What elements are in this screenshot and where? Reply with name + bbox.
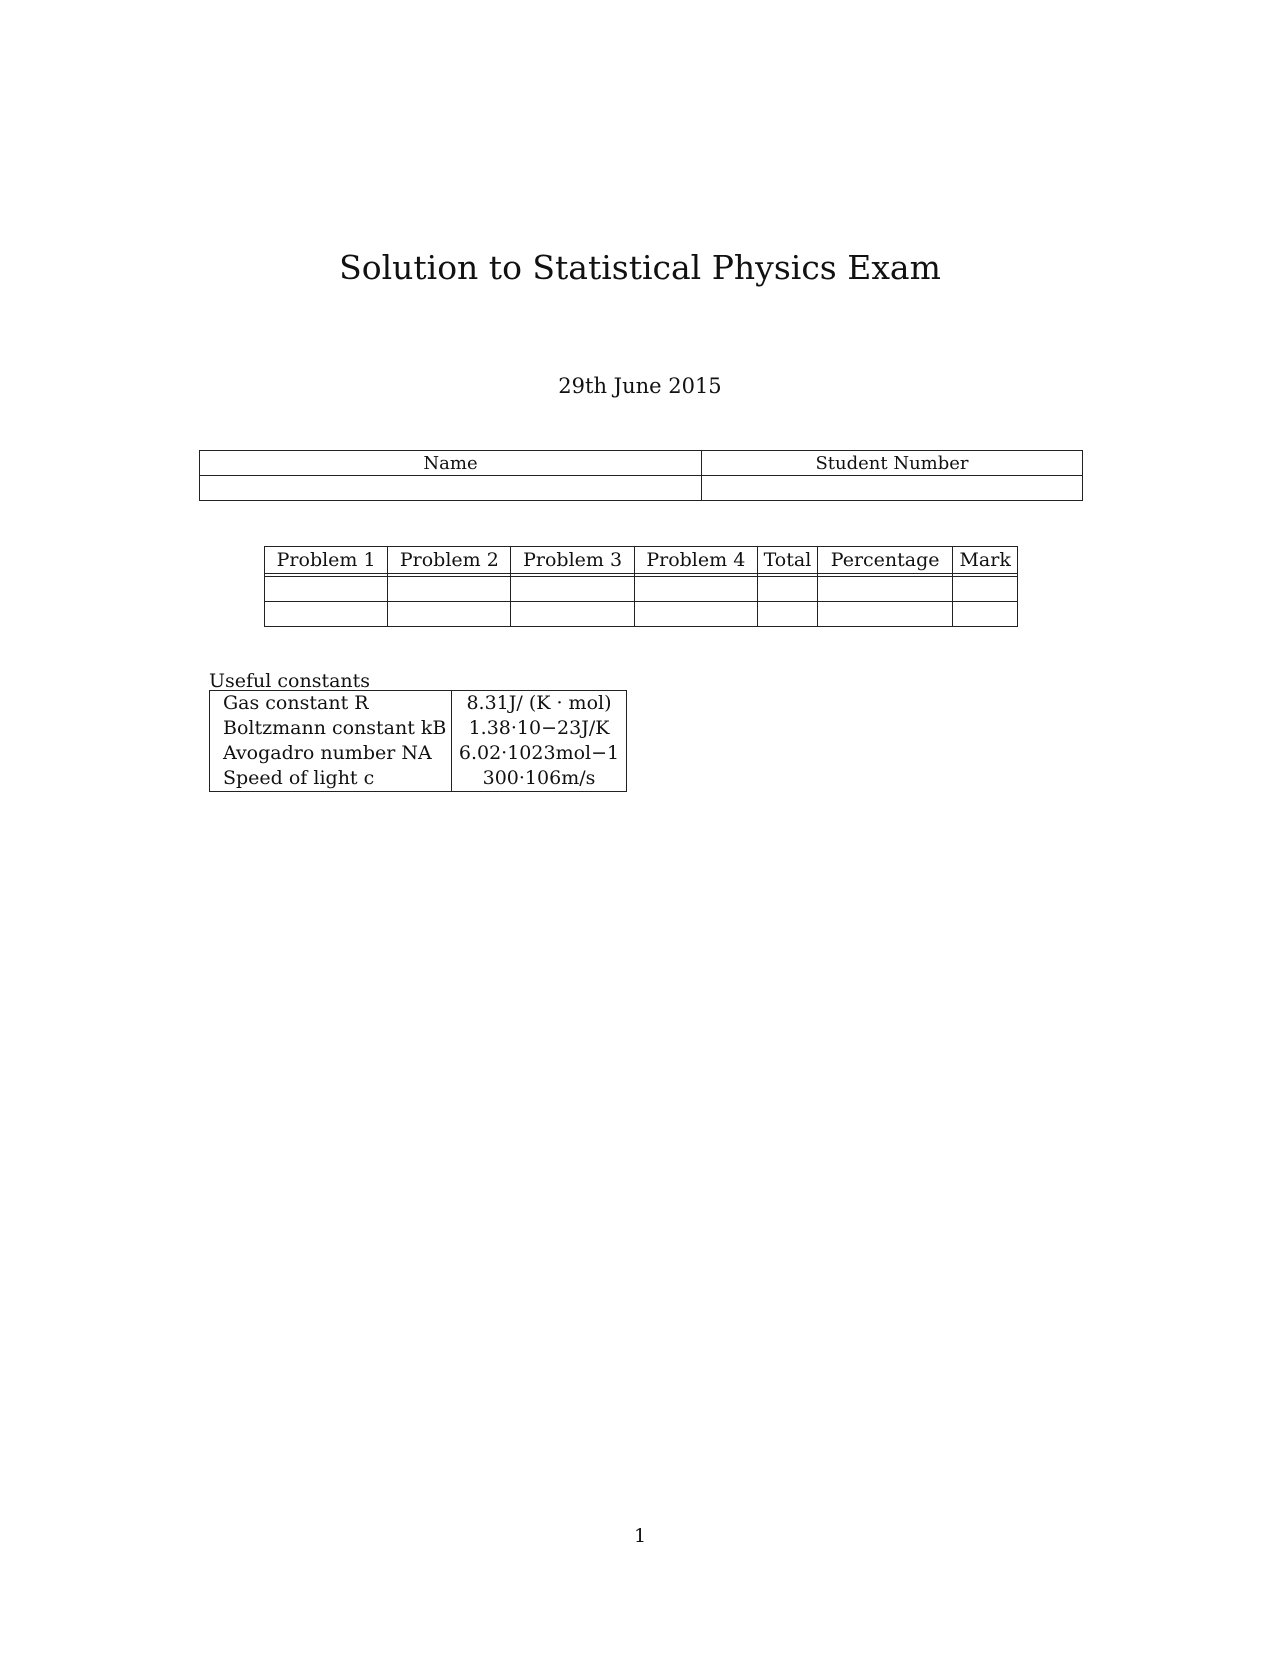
constant-name: Gas constant R	[210, 691, 452, 717]
constant-value: 8.31J/ (K · mol)	[452, 691, 627, 717]
score-cell	[265, 602, 388, 627]
identity-header-row	[200, 451, 1083, 476]
constants-table	[209, 690, 627, 792]
total-header: Total	[757, 547, 817, 574]
score-cell	[634, 577, 757, 602]
constant-row	[210, 691, 627, 717]
name-header: Name	[200, 451, 702, 476]
student-number-header: Student Number	[702, 451, 1083, 476]
score-cell	[511, 577, 634, 602]
constant-name: Avogadro number NA	[210, 741, 452, 766]
score-cell	[757, 602, 817, 627]
mark-header: Mark	[953, 547, 1018, 574]
score-cell	[953, 602, 1018, 627]
constants-caption: Useful constants	[209, 670, 371, 692]
score-cell	[817, 577, 952, 602]
constant-value: 6.02·1023mol−1	[452, 741, 627, 766]
score-entry-row	[265, 577, 1018, 602]
constant-value: 300·106m/s	[452, 766, 627, 792]
name-cell	[200, 476, 702, 501]
score-cell	[817, 602, 952, 627]
constant-row	[210, 741, 627, 766]
score-cell	[388, 602, 511, 627]
identity-entry-row	[200, 476, 1083, 501]
score-cell	[757, 577, 817, 602]
constant-name: Speed of light c	[210, 766, 452, 792]
constant-name: Boltzmann constant kB	[210, 716, 452, 741]
document-title: Solution to Statistical Physics Exam	[339, 248, 941, 287]
problem-3-header: Problem 3	[511, 547, 634, 574]
page-number: 1	[633, 1525, 647, 1547]
score-cell	[634, 602, 757, 627]
score-entry-row	[265, 602, 1018, 627]
constant-value: 1.38·10−23J/K	[452, 716, 627, 741]
constant-row	[210, 766, 627, 792]
problem-1-header: Problem 1	[265, 547, 388, 574]
score-header-row	[265, 547, 1018, 574]
identity-table	[199, 450, 1083, 501]
score-cell	[265, 577, 388, 602]
score-cell	[388, 577, 511, 602]
student-number-cell	[702, 476, 1083, 501]
problem-2-header: Problem 2	[388, 547, 511, 574]
problem-4-header: Problem 4	[634, 547, 757, 574]
exam-date: 29th June 2015	[558, 374, 722, 398]
score-cell	[953, 577, 1018, 602]
constant-row	[210, 716, 627, 741]
score-cell	[511, 602, 634, 627]
percentage-header: Percentage	[817, 547, 952, 574]
score-table	[264, 546, 1018, 627]
